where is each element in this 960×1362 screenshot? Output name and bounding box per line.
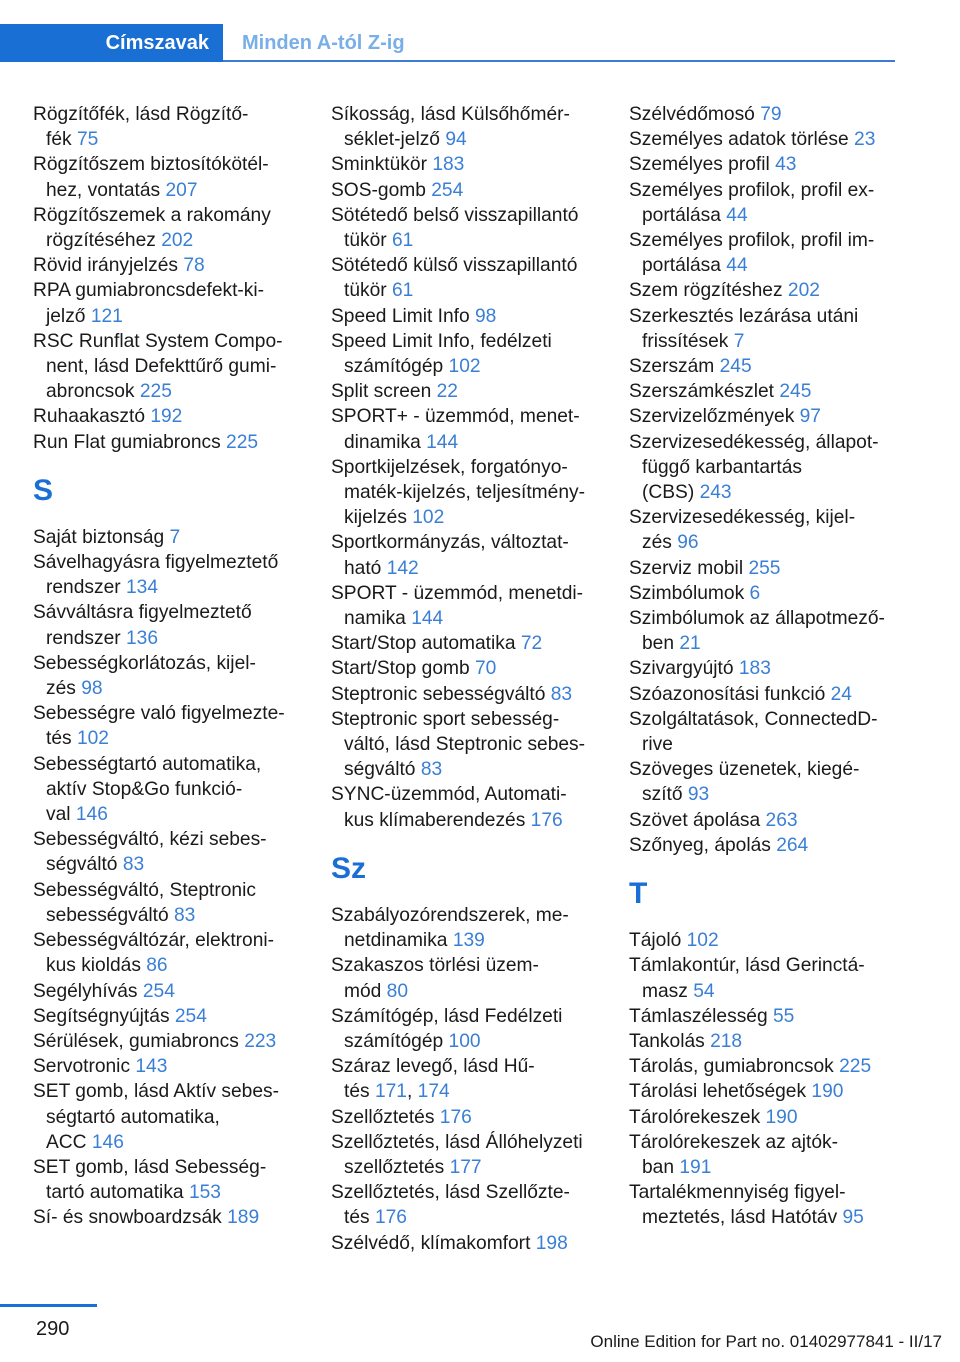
entry-text: Sávváltásra figyelmeztető bbox=[33, 602, 252, 624]
page-reference-link[interactable]: 146 bbox=[75, 804, 108, 826]
index-entry bbox=[33, 1029, 313, 1054]
entry-text: szellőztetés bbox=[344, 1156, 445, 1178]
entry-text: Szervizesedékesség, állapot- bbox=[629, 431, 879, 453]
entry-text: Szerszámkészlet bbox=[629, 381, 775, 403]
entry-text: kus klímaberendezés bbox=[344, 809, 526, 831]
index-entry bbox=[33, 752, 313, 828]
page-reference-link[interactable]: 142 bbox=[386, 557, 419, 579]
entry-text: fék bbox=[46, 129, 72, 151]
entry-text: Tankolás bbox=[629, 1030, 705, 1052]
entry-text: rendszer bbox=[46, 577, 121, 599]
index-entry bbox=[629, 228, 909, 278]
index-entry bbox=[33, 827, 313, 877]
page-reference-link[interactable]: 102 bbox=[686, 930, 719, 952]
edition-note: Online Edition for Part no. 01402977841 - II/17 bbox=[590, 1332, 942, 1351]
page-reference-link[interactable]: 24 bbox=[830, 683, 852, 705]
entry-text: maték-kijelzés, teljesítmény- bbox=[344, 482, 585, 504]
entry-text: hez, vontatás bbox=[46, 179, 161, 201]
page-reference-link[interactable]: 139 bbox=[452, 930, 485, 952]
entry-text: aktív Stop&Go funkció- bbox=[46, 778, 243, 800]
entry-text: Tárolási lehetőségek bbox=[629, 1081, 807, 1103]
entry-text: SPORT - üzemmód, menetdi- bbox=[331, 582, 584, 604]
entry-text: ható bbox=[344, 557, 382, 579]
entry-text: Szóazonosítási funkció bbox=[629, 683, 826, 705]
index-column-3 bbox=[629, 102, 909, 1231]
entry-text: Személyes adatok törlése bbox=[629, 129, 849, 151]
index-entry bbox=[629, 928, 909, 953]
entry-text: Steptronic sebességváltó bbox=[331, 683, 546, 705]
page-reference-link[interactable]: 245 bbox=[719, 356, 752, 378]
page-reference-link[interactable]: 100 bbox=[448, 1030, 481, 1052]
page-reference-link[interactable]: 189 bbox=[227, 1207, 260, 1229]
index-entry bbox=[629, 1130, 909, 1180]
index-entry bbox=[629, 1029, 909, 1054]
entry-text: Segítségnyújtás bbox=[33, 1005, 170, 1027]
index-entry bbox=[331, 203, 611, 253]
entry-text: zés bbox=[46, 678, 76, 700]
page-reference-link[interactable]: 146 bbox=[91, 1131, 124, 1153]
page-reference-link[interactable]: 153 bbox=[188, 1182, 221, 1204]
entry-text: Tárolás, gumiabroncsok bbox=[629, 1056, 834, 1078]
entry-text: Rögzítőszemek a rakomány bbox=[33, 204, 271, 226]
entry-text: Szem rögzítéshez bbox=[629, 280, 783, 302]
page-reference-link[interactable]: 96 bbox=[677, 532, 699, 554]
index-entry bbox=[629, 1004, 909, 1029]
entry-text: mód bbox=[344, 980, 382, 1002]
index-entry bbox=[629, 102, 909, 127]
index-entry bbox=[629, 1054, 909, 1079]
entry-text: rive bbox=[642, 734, 673, 756]
entry-text: nent, lásd Defekttűrő gumi- bbox=[46, 356, 277, 378]
index-entry bbox=[331, 581, 611, 631]
index-entry bbox=[33, 152, 313, 202]
entry-text: Szöveges üzenetek, kiegé- bbox=[629, 759, 860, 781]
index-entry bbox=[33, 651, 313, 701]
entry-text: Speed Limit Info, fedélzeti bbox=[331, 330, 552, 352]
page-reference-link[interactable]: 23 bbox=[854, 129, 876, 151]
page-reference-link[interactable]: 93 bbox=[687, 784, 710, 806]
entry-text: Sávelhagyásra figyelmeztető bbox=[33, 552, 279, 574]
index-entry bbox=[33, 430, 313, 455]
page-reference-link[interactable]: 83 bbox=[174, 904, 196, 926]
entry-text: Szövet ápolása bbox=[629, 809, 761, 831]
entry-text: Személyes profilok, profil im- bbox=[629, 230, 875, 252]
page-reference-link[interactable]: 97 bbox=[799, 406, 821, 428]
entry-text: tükör bbox=[344, 230, 387, 252]
index-entry bbox=[331, 178, 611, 203]
index-entry bbox=[629, 430, 909, 506]
entry-text: SYNC-üzemmód, Automati- bbox=[331, 784, 567, 806]
entry-text: Szellőztetés, lásd Állóhelyzeti bbox=[331, 1131, 583, 1153]
entry-text: ban bbox=[642, 1156, 675, 1178]
index-entry bbox=[629, 1105, 909, 1130]
entry-text: Run Flat gumiabroncs bbox=[33, 431, 221, 453]
index-entry bbox=[331, 953, 611, 1003]
entry-text: Szélvédőmosó bbox=[629, 104, 755, 125]
entry-text: masz bbox=[642, 980, 688, 1002]
index-entry bbox=[629, 152, 909, 177]
entry-text: Servotronic bbox=[33, 1056, 131, 1078]
entry-text: Sportkormányzás, változtat- bbox=[331, 532, 569, 554]
entry-text: Szivargyújtó bbox=[629, 658, 734, 680]
index-entry bbox=[33, 102, 313, 152]
entry-text: Sebességváltó, Steptronic bbox=[33, 879, 256, 901]
entry-text: SOS-gomb bbox=[331, 179, 426, 201]
page-reference-link[interactable]: 7 bbox=[733, 330, 745, 352]
page-reference-link[interactable]: 98 bbox=[81, 678, 103, 700]
page-reference-link[interactable]: 225 bbox=[139, 381, 172, 403]
page-reference-link[interactable]: 102 bbox=[448, 356, 481, 378]
entry-text: Támlaszélesség bbox=[629, 1005, 768, 1027]
entry-text: RPA gumiabroncsdefekt-ki- bbox=[33, 280, 265, 302]
entry-text: Száraz levegő, lásd Hű- bbox=[331, 1056, 535, 1078]
index-entry bbox=[331, 631, 611, 656]
entry-text: netdinamika bbox=[344, 930, 448, 952]
index-entry bbox=[629, 304, 909, 354]
index-entry bbox=[331, 404, 611, 454]
index-entry bbox=[331, 1180, 611, 1230]
page-reference-link[interactable]: 72 bbox=[520, 633, 543, 655]
page-reference-link[interactable]: 254 bbox=[142, 980, 175, 1002]
page-reference-link[interactable]: 7 bbox=[169, 526, 181, 548]
index-entry: Száraz levegő, lásd Hű- tés 171, 174 bbox=[331, 1056, 535, 1103]
page-reference-link[interactable]: 183 bbox=[738, 658, 771, 680]
tab-minden-a-tol-z-ig[interactable]: Minden A-tól Z-ig bbox=[242, 31, 405, 54]
index-entry bbox=[629, 505, 909, 555]
page-reference-link[interactable]: 225 bbox=[226, 431, 259, 453]
entry-text: tartó automatika bbox=[46, 1182, 184, 1204]
entry-text: Szabályozórendszerek, me- bbox=[331, 904, 569, 926]
entry-text: Szervizesedékesség, kijel- bbox=[629, 507, 856, 529]
entry-text: (CBS) bbox=[642, 482, 695, 504]
page-reference-link[interactable]: 207 bbox=[165, 179, 198, 201]
page-reference-link[interactable]: 191 bbox=[679, 1156, 712, 1178]
entry-text: Szerszám bbox=[629, 356, 715, 378]
entry-text: Szélvédő, klímakomfort bbox=[331, 1232, 531, 1254]
page-reference-link[interactable]: 55 bbox=[772, 1005, 795, 1027]
entry-text: Síkosság, lásd Külsőhőmér- bbox=[331, 104, 570, 125]
entry-text: Sportkijelzések, forgatónyo- bbox=[331, 456, 568, 478]
entry-text: ségtartó automatika, bbox=[46, 1106, 220, 1128]
entry-text: Személyes profilok, profil ex- bbox=[629, 179, 875, 201]
index-entry bbox=[33, 979, 313, 1004]
page-reference-link[interactable]: 263 bbox=[765, 809, 798, 831]
index-entry bbox=[629, 833, 909, 858]
index-entry bbox=[629, 707, 909, 757]
page-reference-link[interactable]: 190 bbox=[811, 1081, 844, 1103]
index-entry bbox=[331, 903, 611, 953]
index-entry bbox=[331, 455, 611, 531]
index-entry bbox=[629, 757, 909, 807]
entry-text: meztetés, lásd Hatótáv bbox=[642, 1207, 838, 1229]
page-reference-link[interactable]: 183 bbox=[432, 154, 465, 176]
entry-text: ségváltó bbox=[46, 854, 118, 876]
entry-text: Start/Stop automatika bbox=[331, 633, 516, 655]
index-column-2 bbox=[331, 102, 611, 1256]
page-reference-link[interactable]: 44 bbox=[726, 255, 748, 277]
page-reference-link[interactable]: 94 bbox=[445, 129, 467, 151]
index-entry bbox=[33, 329, 313, 405]
entry-text: Sí- és snowboardzsák bbox=[33, 1207, 222, 1229]
index-entry bbox=[331, 329, 611, 379]
header-bar bbox=[0, 24, 895, 62]
page-reference-link[interactable]: 98 bbox=[475, 305, 497, 327]
page-reference-link[interactable]: 6 bbox=[749, 582, 761, 604]
entry-text: tés bbox=[46, 728, 72, 750]
entry-text: Rövid irányjelzés bbox=[33, 255, 179, 277]
entry-text: frissítések bbox=[642, 330, 729, 352]
index-entry bbox=[331, 1105, 611, 1130]
page-reference-link[interactable]: 176 bbox=[530, 809, 563, 831]
entry-text: Szolgáltatások, ConnectedD- bbox=[629, 708, 878, 730]
page-reference-link[interactable]: 21 bbox=[679, 633, 701, 655]
page-reference-link[interactable]: 61 bbox=[392, 280, 414, 302]
page-reference-link[interactable]: 143 bbox=[135, 1056, 168, 1078]
index-column-1 bbox=[33, 102, 313, 1231]
page-reference-link[interactable]: 144 bbox=[411, 608, 444, 630]
entry-text: váltó, lásd Steptronic sebes- bbox=[344, 734, 586, 756]
page-reference-link[interactable]: 202 bbox=[787, 280, 820, 302]
page-reference-link[interactable]: 61 bbox=[392, 230, 414, 252]
index-entry bbox=[629, 354, 909, 379]
index-entry bbox=[331, 707, 611, 783]
entry-text: Saját biztonság bbox=[33, 526, 165, 548]
page-reference-link[interactable]: 83 bbox=[420, 759, 443, 781]
entry-text: Szellőztetés bbox=[331, 1106, 435, 1128]
index-entry bbox=[331, 1004, 611, 1054]
index-entry bbox=[629, 278, 909, 303]
page-reference-link[interactable]: 254 bbox=[431, 179, 464, 201]
page-reference-link[interactable]: 121 bbox=[90, 305, 123, 327]
entry-text: portálása bbox=[642, 204, 721, 226]
index-entry bbox=[331, 152, 611, 177]
page-reference-link[interactable]: 198 bbox=[535, 1232, 568, 1254]
index-entry bbox=[331, 656, 611, 681]
page-reference-link[interactable]: 86 bbox=[146, 955, 168, 977]
page-reference-link[interactable]: 102 bbox=[412, 507, 445, 529]
index-entry bbox=[331, 253, 611, 303]
index-entry bbox=[33, 1054, 313, 1079]
entry-text: Steptronic sport sebesség- bbox=[331, 708, 560, 730]
page-reference-link[interactable]: 223 bbox=[244, 1030, 277, 1052]
index-entry bbox=[33, 525, 313, 550]
entry-text: jelző bbox=[46, 305, 86, 327]
entry-text: Sebességkorlátozás, kijel- bbox=[33, 652, 256, 674]
page-reference-link[interactable]: 243 bbox=[699, 482, 732, 504]
entry-text: ben bbox=[642, 633, 675, 655]
entry-text: Start/Stop gomb bbox=[331, 658, 470, 680]
page-reference-link[interactable]: 144 bbox=[426, 431, 459, 453]
page-reference-link[interactable]: 43 bbox=[775, 154, 797, 176]
entry-text: Tárolórekeszek az ajtók- bbox=[629, 1131, 839, 1153]
footer-rule bbox=[0, 1304, 97, 1307]
page-number: 290 bbox=[36, 1318, 70, 1340]
entry-text: Segélyhívás bbox=[33, 980, 138, 1002]
entry-text: Ruhaakasztó bbox=[33, 406, 145, 428]
entry-text: Rögzítőszem biztosítókötél- bbox=[33, 154, 269, 176]
index-entry bbox=[33, 878, 313, 928]
index-entry bbox=[629, 808, 909, 833]
tab-cimszavak[interactable]: Címszavak bbox=[0, 24, 223, 62]
page-reference-link[interactable]: 202 bbox=[161, 230, 194, 252]
index-entry bbox=[33, 253, 313, 278]
index-entry bbox=[331, 530, 611, 580]
index-entry bbox=[331, 782, 611, 832]
entry-text: rögzítéséhez bbox=[46, 230, 156, 252]
index-entry bbox=[629, 127, 909, 152]
entry-text: Split screen bbox=[331, 381, 432, 403]
index-entry bbox=[629, 1079, 909, 1104]
index-entry bbox=[33, 1079, 313, 1155]
index-entry bbox=[331, 682, 611, 707]
entry-text: kijelzés bbox=[344, 507, 407, 529]
page-reference-link[interactable]: 95 bbox=[842, 1207, 864, 1229]
index-entry bbox=[629, 682, 909, 707]
entry-text: zés bbox=[642, 532, 672, 554]
index-entry bbox=[33, 404, 313, 429]
entry-text: Szimbólumok az állapotmező- bbox=[629, 608, 885, 630]
entry-text: számítógép bbox=[344, 1030, 444, 1052]
entry-text: namika bbox=[344, 608, 406, 630]
entry-text: ségváltó bbox=[344, 759, 416, 781]
entry-text: Sminktükör bbox=[331, 154, 427, 176]
entry-text: Szerkesztés lezárása utáni bbox=[629, 305, 859, 327]
page-reference-link[interactable]: 136 bbox=[126, 627, 159, 649]
index-entry bbox=[33, 1004, 313, 1029]
page-reference-link[interactable]: 75 bbox=[76, 129, 99, 151]
entry-text: sebességváltó bbox=[46, 904, 169, 926]
index-entry bbox=[33, 278, 313, 328]
entry-text: Sebességváltó, kézi sebes- bbox=[33, 829, 267, 851]
index-entry bbox=[331, 379, 611, 404]
entry-text: Sérülések, gumiabroncs bbox=[33, 1030, 239, 1052]
page-reference-link[interactable]: 83 bbox=[122, 854, 145, 876]
entry-text: tés bbox=[344, 1207, 370, 1229]
entry-text: portálása bbox=[642, 255, 721, 277]
page-reference-link[interactable]: 78 bbox=[183, 255, 205, 277]
entry-text: val bbox=[46, 804, 71, 826]
entry-text: Szimbólumok bbox=[629, 582, 745, 604]
entry-text: kus kioldás bbox=[46, 955, 141, 977]
page-reference-link[interactable]: 171 bbox=[374, 1081, 407, 1103]
section-letter: S bbox=[33, 473, 54, 507]
entry-text: Rögzítőfék, lásd Rögzítő- bbox=[33, 104, 249, 125]
section-letter: Sz bbox=[331, 851, 367, 885]
entry-text: SET gomb, lásd Sebesség- bbox=[33, 1156, 267, 1178]
index-entry bbox=[33, 928, 313, 978]
entry-text: függő karbantartás bbox=[642, 456, 803, 478]
entry-text: számítógép bbox=[344, 356, 444, 378]
index-entry bbox=[629, 581, 909, 606]
index-entry bbox=[33, 203, 313, 253]
index-entry bbox=[629, 404, 909, 429]
page-reference-link[interactable]: 264 bbox=[776, 834, 809, 856]
index-entry bbox=[629, 656, 909, 681]
page-reference-link[interactable]: 177 bbox=[449, 1156, 482, 1178]
entry-text: ACC bbox=[46, 1131, 87, 1153]
index-entry bbox=[629, 178, 909, 228]
entry-text: dinamika bbox=[344, 431, 421, 453]
index-entry bbox=[331, 1130, 611, 1180]
entry-text: rendszer bbox=[46, 627, 121, 649]
page-reference-link[interactable]: 255 bbox=[748, 557, 781, 579]
index-entry bbox=[33, 1205, 313, 1230]
index-entry bbox=[331, 1231, 611, 1256]
index-entry bbox=[629, 379, 909, 404]
index-entry bbox=[331, 102, 611, 152]
page-reference-link[interactable]: 190 bbox=[765, 1106, 798, 1128]
index-entry bbox=[33, 1155, 313, 1205]
page-reference-link[interactable]: 176 bbox=[439, 1106, 472, 1128]
page-reference-link[interactable]: 174 bbox=[417, 1081, 450, 1103]
entry-text: RSC Runflat System Compo- bbox=[33, 330, 283, 352]
page-reference-link[interactable]: 83 bbox=[550, 683, 573, 705]
index-entry bbox=[33, 600, 313, 650]
entry-text: Sebességre való figyelmezte- bbox=[33, 703, 285, 725]
page-reference-link[interactable]: 254 bbox=[174, 1005, 207, 1027]
page-reference-link[interactable]: 176 bbox=[374, 1207, 407, 1229]
entry-text: Szervizelőzmények bbox=[629, 406, 795, 428]
entry-text: Tárolórekeszek bbox=[629, 1106, 761, 1128]
page-reference-link[interactable]: 225 bbox=[839, 1056, 872, 1078]
entry-text: Számítógép, lásd Fedélzeti bbox=[331, 1005, 563, 1027]
entry-text: SPORT+ - üzemmód, menet- bbox=[331, 406, 580, 428]
entry-text: Sötétedő külső visszapillantó bbox=[331, 255, 578, 277]
entry-text: szítő bbox=[642, 784, 683, 806]
page-reference-link[interactable]: 245 bbox=[779, 381, 812, 403]
index-entry bbox=[629, 606, 909, 656]
page-reference-link[interactable]: 134 bbox=[126, 577, 159, 599]
index-entry bbox=[629, 1180, 909, 1230]
entry-text: abroncsok bbox=[46, 381, 135, 403]
entry-text: Személyes profil bbox=[629, 154, 770, 176]
index-entry bbox=[33, 550, 313, 600]
entry-text: Sebességtartó automatika, bbox=[33, 753, 262, 775]
index-entry bbox=[33, 701, 313, 751]
entry-text: tés bbox=[344, 1081, 370, 1103]
page-reference-link[interactable]: 70 bbox=[475, 658, 497, 680]
page-reference-link[interactable]: 192 bbox=[150, 406, 183, 428]
page-reference-link[interactable]: 79 bbox=[760, 104, 782, 125]
entry-text: séklet-jelző bbox=[344, 129, 440, 151]
entry-text: Tartalékmennyiség figyel- bbox=[629, 1182, 846, 1204]
entry-text: Szellőztetés, lásd Szellőzte- bbox=[331, 1182, 570, 1204]
page-reference-link[interactable]: 102 bbox=[76, 728, 109, 750]
page-reference-link[interactable]: 44 bbox=[726, 204, 748, 226]
entry-text: Tájoló bbox=[629, 930, 682, 952]
index-entry bbox=[629, 556, 909, 581]
entry-text: SET gomb, lásd Aktív sebes- bbox=[33, 1081, 279, 1103]
page-reference-link[interactable]: 80 bbox=[386, 980, 409, 1002]
entry-text: tükör bbox=[344, 280, 387, 302]
index-entry bbox=[629, 953, 909, 1003]
section-letter: T bbox=[629, 877, 648, 911]
entry-text: Sebességváltózár, elektroni- bbox=[33, 930, 275, 952]
entry-text: Szőnyeg, ápolás bbox=[629, 834, 771, 856]
entry-text: Szakaszos törlési üzem- bbox=[331, 955, 539, 977]
page-reference-link[interactable]: 54 bbox=[693, 980, 715, 1002]
entry-text: Szerviz mobil bbox=[629, 557, 744, 579]
index-entry bbox=[331, 304, 611, 329]
entry-text: Speed Limit Info bbox=[331, 305, 470, 327]
page-reference-link[interactable]: 22 bbox=[436, 381, 458, 403]
entry-text: Sötétedő belső visszapillantó bbox=[331, 204, 579, 226]
entry-text: Támlakontúr, lásd Gerinctá- bbox=[629, 955, 865, 977]
page-reference-link[interactable]: 218 bbox=[710, 1030, 743, 1052]
